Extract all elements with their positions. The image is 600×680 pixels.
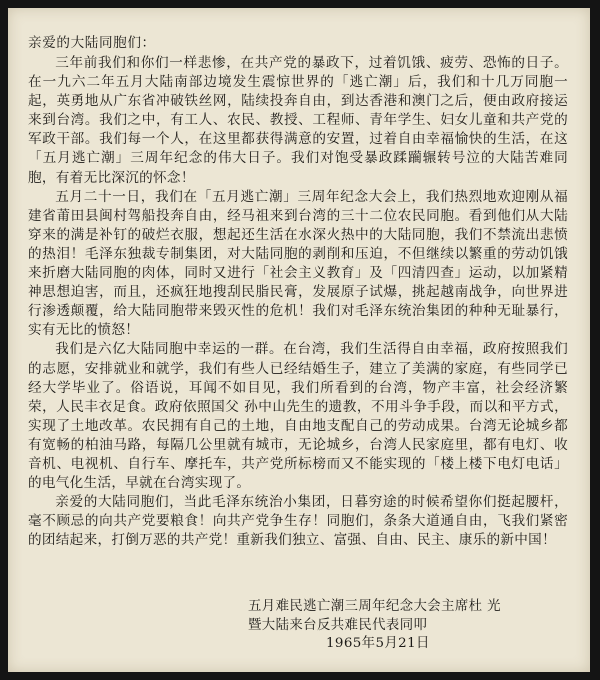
letter-paragraph-3: 我们是六亿大陆同胞中幸运的一群。在台湾，我们生活得自由幸福，政府按照我们的志愿，安排就业和就学，我们有些人已经结婚生子，建立了美满的家庭，有些同学已经大学毕业了。俗语说，耳闻不如目见，我们所看到的台湾，物产丰富，社会经济繁荣，人民丰衣足食。政府依照国父 孙中山先生的遗教，不用斗争手段，而以和平方式，实现了土地改革。农民拥有自己的土地，自由地支配自己的劳动成果。台湾无论城乡都有宽畅的柏油马路，每隔几公里就有城市，无论城乡，台湾人民家庭里，都有电灯、收音机、电视机、自行车、摩托车，共产党所标榜而又不能实现的「楼上楼下电灯电话」的电气化生活，早就在台湾实现了。 [28,341,568,492]
signature-chairman: 五月难民逃亡潮三周年纪念大会主席杜 光 [248,599,501,614]
letter-greeting: 亲爱的大陆同胞们： [28,35,156,51]
letter-paragraph-4: 亲爱的大陆同胞们，当此毛泽东统治小集团，日暮穷途的时候希望你们挺起腰杆，毫不顾忌的向共产党要粮食！向共产党争生存！同胞们，条条大道通自由，飞我们紧密的团结起来，打倒万恶的共产党！重新我们独立、富强、自由、民主、康乐的新中国！ [28,494,568,549]
letter-paragraph-1: 三年前我们和你们一样悲惨，在共产党的暴政下，过着饥饿、疲劳、恐怖的日子。在一九六二年五月大陆南部边境发生震惊世界的「逃亡潮」后，我们和十几万同胞一起，英勇地从广东省冲破铁丝网，陆续投奔自由，到达香港和澳门之后，便由政府接运来到台湾。我们之中，有工人、农民、教授、工程师、青年学生、妇女儿童和共产党的军政干部。我们每一个人，在这里都获得满意的安置，过着自由幸福愉快的生活，在这「五月逃亡潮」三周年纪念的伟大日子。我们对饱受暴政蹂躏辗转号泣的大陆苦难同胞，有着无比深沉的怀念！ [28,55,568,186]
signature-block [8,598,590,654]
signature-date: 1965年5月21日 [326,636,430,651]
signature-representatives: 暨大陆来台反共难民代表同叩 [248,617,428,633]
letter-sheet [8,8,590,672]
letter-paragraph-2: 五月二十一日，我们在「五月逃亡潮」三周年纪念大会上，我们热烈地欢迎刚从福建省莆田县闽村驾船投奔自由，经马祖来到台湾的三十二位农民同胞。看到他们从大陆穿来的满是补钉的破烂衣服，想起还生活在水深火热中的大陆同胞，我们不禁流出悲愤的热泪！毛泽东独裁专制集团，对大陆同胞的剥削和压迫，不但继续以繁重的劳动饥饿来折磨大陆同胞的肉体，同时又进行「社会主义教育」及「四清四查」运动，以加紧精神思想迫害，而且，还疯狂地搜刮民脂民膏，发展原子试爆，挑起越南战争，向世界进行渗透颠覆，给大陆同胞带来毁灭性的危机！我们对毛泽东统治集团的种种无耻暴行，实有无比的愤怒！ [28,188,568,339]
